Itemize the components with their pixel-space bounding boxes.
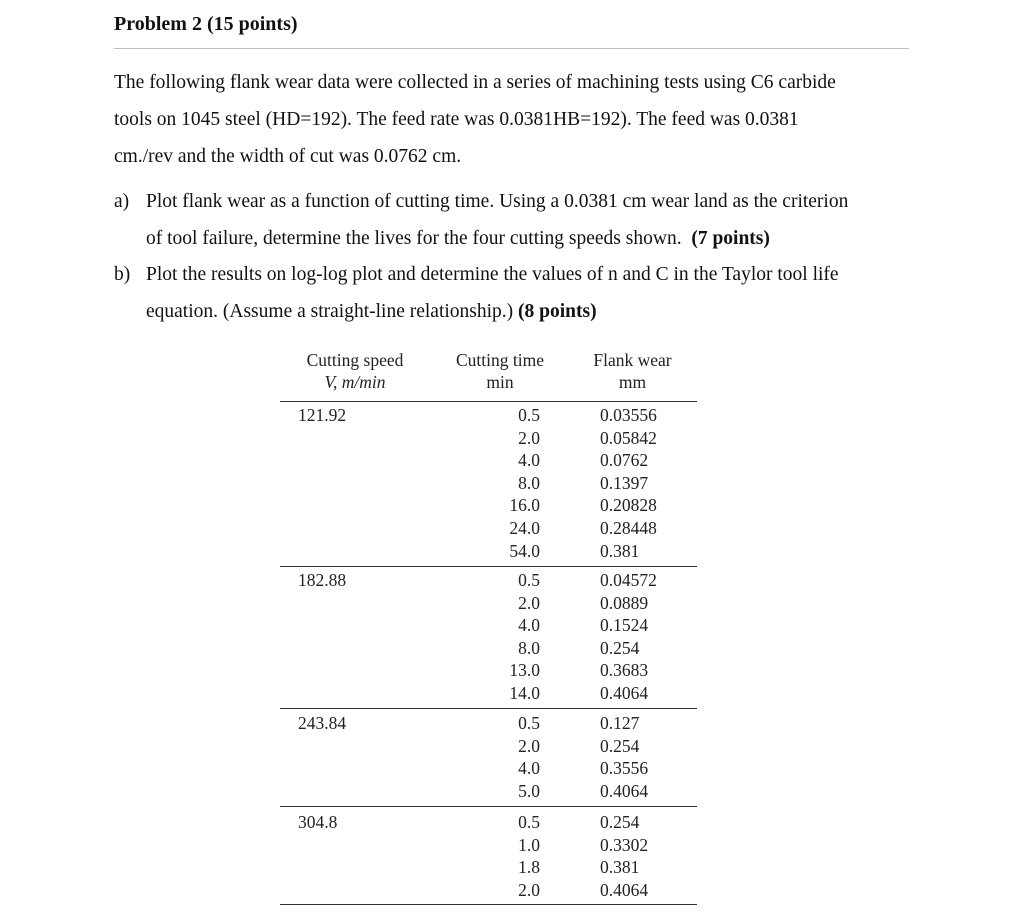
header-rule bbox=[280, 401, 697, 402]
cutting-time-cells: 0.5 1.0 1.8 2.0 bbox=[518, 812, 540, 900]
flank-wear-cells: 0.254 0.3302 0.381 0.4064 bbox=[600, 812, 649, 900]
part-a-text-line1: Plot flank wear as a function of cutting time. Using a 0.0381 cm wear land as the criterion bbox=[146, 191, 849, 212]
cutting-speed-cell: 121.92 bbox=[298, 405, 347, 425]
flank-wear-cells: 0.03556 0.05842 0.0762 0.1397 0.20828 0.28448 0.381 bbox=[600, 405, 657, 561]
group-rule bbox=[280, 566, 697, 567]
cutting-speed-cell: 243.84 bbox=[298, 713, 347, 733]
cutting-time-cells: 0.5 2.0 4.0 8.0 16.0 24.0 54.0 bbox=[509, 405, 540, 561]
intro-paragraph bbox=[114, 64, 914, 175]
flank-wear-table bbox=[280, 347, 697, 900]
part-b-text-line1: Plot the results on log-log plot and determine the values of n and C in the Taylor tool life bbox=[146, 264, 839, 285]
problem-title: Problem 2 (15 points) bbox=[114, 13, 298, 35]
cutting-speed-cell: 182.88 bbox=[298, 570, 347, 590]
part-b-points: (8 points) bbox=[518, 301, 597, 322]
intro-line: The following flank wear data were collected in a series of machining tests using C6 carbide bbox=[114, 72, 836, 93]
cutting-speed-cell: 304.8 bbox=[298, 812, 338, 832]
cutting-time-cells: 0.5 2.0 4.0 5.0 bbox=[518, 713, 540, 801]
title-divider bbox=[114, 48, 909, 49]
part-a-points: (7 points) bbox=[691, 228, 770, 249]
intro-line: cm./rev and the width of cut was 0.0762 cm. bbox=[114, 146, 462, 167]
part-b-text-line2: equation. (Assume a straight-line relationship.) (8 points) bbox=[146, 301, 597, 322]
group-rule bbox=[280, 806, 697, 807]
header-cutting-time: Cutting time min bbox=[456, 350, 544, 392]
table-bottom-rule bbox=[280, 904, 697, 905]
intro-line: tools on 1045 steel (HD=192). The feed rate was 0.0381HB=192). The feed was 0.0381 bbox=[114, 109, 799, 130]
table-header bbox=[280, 347, 697, 401]
flank-wear-cells: 0.127 0.254 0.3556 0.4064 bbox=[600, 713, 649, 801]
part-a-text-line2: of tool failure, determine the lives for the four cutting speeds shown. (7 points) bbox=[146, 228, 770, 249]
flank-wear-cells: 0.04572 0.0889 0.1524 0.254 0.3683 0.4064 bbox=[600, 570, 657, 703]
header-cutting-speed: Cutting speed V, m/min bbox=[306, 350, 404, 392]
part-b-label: b) bbox=[114, 264, 131, 285]
cutting-time-cells: 0.5 2.0 4.0 8.0 13.0 14.0 bbox=[509, 570, 540, 703]
part-a-label: a) bbox=[114, 191, 130, 212]
header-flank-wear: Flank wear mm bbox=[593, 350, 672, 392]
group-rule bbox=[280, 708, 697, 709]
